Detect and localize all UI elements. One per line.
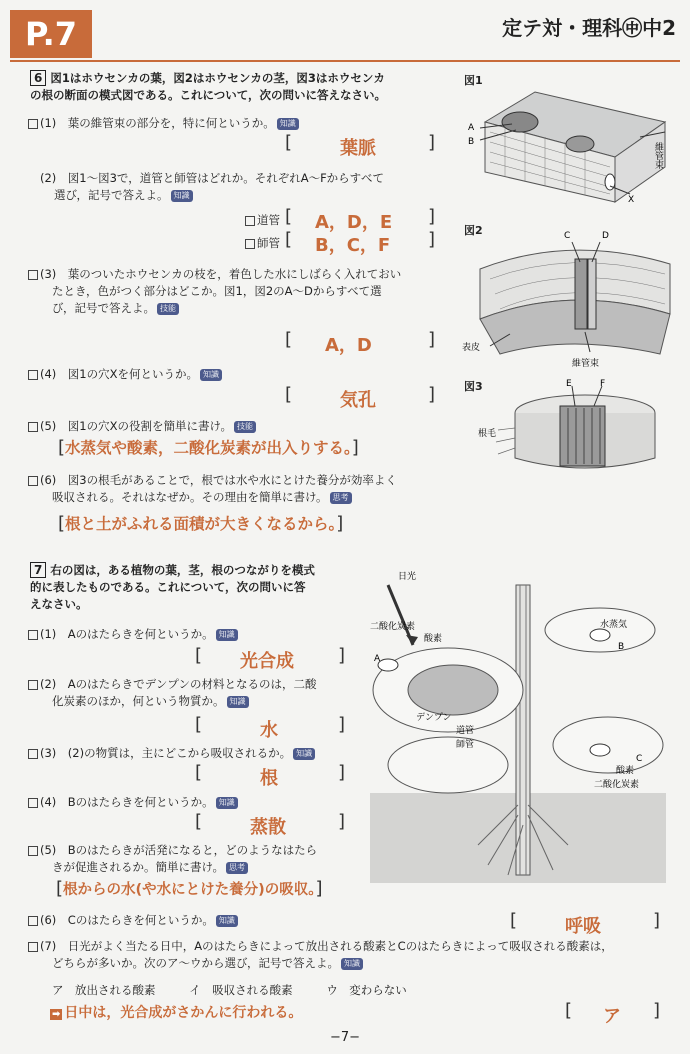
q6-2-row2 — [245, 235, 280, 252]
q6-6-answer: 根と土がふれる面積が大きくなるから。 — [65, 515, 337, 533]
q7-4 — [28, 794, 238, 811]
q7-7-text2: どちらが多いか。次のア～ウから選び，記号で答えよ。 — [52, 956, 340, 970]
choice-u: ウ 変わらない — [326, 983, 407, 997]
knowledge-tag: 知識 — [216, 915, 238, 927]
fig2-label-C: C — [564, 231, 571, 241]
choice-i: イ 吸収される酸素 — [189, 983, 293, 997]
q6-6-answer-box: [根と土がふれる面積が大きくなるから。] — [58, 513, 344, 534]
q6-1-text: 葉の維管束の部分を，特に何というか。 — [67, 116, 275, 130]
page-number: −7− — [329, 1030, 361, 1045]
arrow-right-icon: ➡ — [52, 1009, 61, 1020]
plant-label-water-vapor: 水蒸気 — [600, 620, 628, 630]
q7-2-text2: 化炭素のほか，何という物質か。 — [52, 694, 225, 708]
q6-4-text: 図1の穴Xを何というか。 — [67, 367, 198, 381]
q7-5-answer: 根からの水(や水にとけた養分)の吸収。 — [63, 882, 316, 898]
q7-7-hint — [50, 1002, 302, 1022]
checkbox[interactable] — [28, 942, 38, 952]
q7-5-text1: Bのはたらきが活発になると，どのようなはたら — [67, 843, 318, 857]
knowledge-tag: 知識 — [293, 748, 315, 760]
q6-2 — [40, 170, 384, 204]
skill-tag: 技能 — [234, 421, 256, 433]
plant-label-B: B — [618, 642, 625, 652]
page-badge: P.7 — [10, 10, 92, 58]
section7-intro — [30, 562, 360, 613]
fig1-label-vascular: 維管束 — [653, 142, 663, 169]
q6-2-answer2: B，C，F — [315, 235, 391, 256]
checkbox[interactable] — [28, 798, 38, 808]
checkbox[interactable] — [28, 846, 38, 856]
q7-7-choices — [52, 982, 652, 999]
checkbox[interactable] — [28, 370, 38, 380]
checkbox[interactable] — [28, 270, 38, 280]
checkbox[interactable] — [28, 680, 38, 690]
section6-number: 6 — [30, 70, 46, 86]
q7-3-label: (3) — [40, 746, 57, 760]
q6-4-label: (4) — [40, 367, 57, 381]
q6-2-row2-label: 師管 — [257, 236, 280, 250]
q7-3-text: (2)の物質は，主にどこから吸収されるか。 — [67, 746, 292, 760]
skill-tag: 技能 — [157, 303, 179, 315]
fig2-label-D: D — [602, 231, 609, 241]
checkbox[interactable] — [245, 216, 255, 226]
q7-2 — [28, 676, 316, 710]
q7-7-hint-text: 日中は，光合成がさかんに行われる。 — [64, 1005, 303, 1021]
q7-5-label: (5) — [40, 843, 57, 857]
plant-label-o2-c: 酸素 — [616, 766, 635, 776]
checkbox[interactable] — [28, 422, 38, 432]
q7-2-text1: Aのはたらきでデンプンの材料となるのは，二酸 — [67, 677, 317, 691]
q7-3 — [28, 745, 315, 762]
q6-5-answer-box: [水蒸気や酸素，二酸化炭素が出入りする。] — [58, 437, 359, 458]
q6-2-answer2-box: [ B，C，F ] — [285, 229, 435, 256]
q6-2-label: (2) — [40, 171, 57, 185]
knowledge-tag: 知識 — [227, 696, 249, 708]
q7-4-label: (4) — [40, 795, 57, 809]
q7-5-text2: きが促進されるか。簡単に書け。 — [52, 860, 225, 874]
q6-2-text1: 図1～図3で，道管と師管はどれか。それぞれA～Fからすべて — [67, 171, 384, 185]
q6-2-row1 — [245, 212, 280, 229]
q7-7 — [28, 938, 678, 972]
choice-a: ア 放出される酸素 — [52, 983, 156, 997]
q6-3-answer-box: [ A，D ] — [285, 329, 435, 356]
q7-4-answer: 蒸散 — [250, 817, 286, 838]
q6-5-label: (5) — [40, 419, 57, 433]
q6-4 — [28, 366, 222, 383]
knowledge-tag: 知識 — [171, 190, 193, 202]
plant-label-starch: デンプン — [416, 713, 452, 723]
q6-3 — [28, 266, 401, 317]
q7-7-text1: 日光がよく当たる日中，Aのはたらきによって放出される酸素とCのはたらきによって吸収される酸素は， — [67, 939, 613, 953]
fig2-title: 図2 — [464, 224, 483, 237]
knowledge-tag: 知識 — [341, 958, 363, 970]
section6-intro-line1: 図1はホウセンカの葉，図2はホウセンカの茎，図3はホウセンカ — [50, 71, 385, 85]
q7-2-answer-box: [ 水 ] — [195, 714, 345, 741]
q6-6-text2: 吸収される。それはなぜか。その理由を簡単に書け。 — [52, 490, 328, 504]
fig2-label-vascular: 維管束 — [572, 359, 600, 369]
q7-7-answer: ア — [603, 1006, 621, 1027]
q7-1-label: (1) — [40, 627, 57, 641]
knowledge-tag: 知識 — [200, 369, 222, 381]
plant-label-sunlight: 日光 — [398, 572, 417, 582]
fig3-label-F: F — [600, 379, 606, 389]
q6-1-answer: 葉脈 — [340, 138, 376, 159]
q6-3-text1: 葉のついたホウセンカの枝を，着色した水にしばらく入れておい — [67, 267, 402, 281]
section7-intro-line1: 右の図は，ある植物の葉，茎，根のつながりを模式 — [50, 563, 315, 577]
q6-6-label: (6) — [40, 473, 57, 487]
checkbox[interactable] — [28, 630, 38, 640]
fig2-stem-diagram — [460, 224, 680, 374]
q6-2-answer1: A，D，E — [315, 212, 393, 233]
fig1-title: 図1 — [464, 74, 483, 87]
q7-5 — [28, 842, 317, 876]
q6-1 — [28, 115, 299, 132]
section7-intro-line3: えなさい。 — [30, 597, 88, 611]
checkbox[interactable] — [28, 916, 38, 926]
knowledge-tag: 知識 — [277, 118, 299, 130]
section7-intro-line2: 的に表したものである。これについて，次の問いに答 — [30, 580, 306, 594]
thinking-tag: 思考 — [226, 862, 248, 874]
q6-3-text2: たとき，色がつく部分はどこか。図1，図2のA～Dからすべて選 — [52, 284, 382, 298]
q7-5-answer-box: [根からの水(や水にとけた養分)の吸収。] — [56, 878, 323, 899]
checkbox[interactable] — [28, 749, 38, 759]
plant-label-co2: 二酸化炭素 — [370, 622, 416, 632]
plant-label-xylem: 道管 — [456, 726, 475, 736]
checkbox[interactable] — [28, 119, 38, 129]
q6-5-answer: 水蒸気や酸素，二酸化炭素が出入りする。 — [65, 439, 352, 457]
q6-2-answer1-box: [ A，D，E ] — [285, 206, 435, 233]
knowledge-tag: 知識 — [216, 797, 238, 809]
q7-6-answer-box: [ 呼吸 ] — [510, 910, 660, 937]
q6-3-answer: A，D — [325, 335, 372, 356]
q7-1 — [28, 626, 238, 643]
fig3-label-E: E — [566, 379, 572, 389]
thinking-tag: 思考 — [330, 492, 352, 504]
section7-number: 7 — [30, 562, 46, 578]
q6-5 — [28, 418, 256, 435]
q7-6 — [28, 912, 238, 929]
q7-6-label: (6) — [40, 913, 57, 927]
q7-1-answer-box: [ 光合成 ] — [195, 645, 345, 672]
knowledge-tag: 知識 — [216, 629, 238, 641]
q6-3-text3: び，記号で答えよ。 — [52, 301, 156, 315]
header-title: 定テ対・理科㊥中2 — [502, 16, 676, 40]
q7-4-text: Bのはたらきを何というか。 — [67, 795, 214, 809]
q7-4-answer-box: [ 蒸散 ] — [195, 811, 345, 838]
q7-6-answer: 呼吸 — [565, 916, 601, 937]
checkbox[interactable] — [245, 239, 255, 249]
q7-3-answer: 根 — [260, 768, 278, 789]
q7-6-text: Cのはたらきを何というか。 — [67, 913, 214, 927]
plant-label-phloem: 師管 — [456, 740, 475, 750]
q7-7-label: (7) — [40, 939, 57, 953]
fig2-label-epidermis: 表皮 — [462, 343, 481, 353]
q6-4-answer-box: [ 気孔 ] — [285, 384, 435, 411]
q7-3-answer-box: [ 根 ] — [195, 762, 345, 789]
q6-1-answer-box: [ 葉脈 ] — [285, 132, 435, 159]
header-rule — [10, 60, 680, 62]
q6-2-text2: 選び，記号で答えよ。 — [54, 188, 169, 202]
q6-4-answer: 気孔 — [340, 390, 376, 411]
checkbox[interactable] — [28, 476, 38, 486]
fig3-title: 図3 — [464, 380, 483, 393]
plant-label-co2-c: 二酸化炭素 — [594, 780, 640, 790]
q7-1-answer: 光合成 — [240, 651, 294, 672]
q7-7-answer-box: [ ア ] — [565, 1000, 660, 1027]
q6-5-text: 図1の穴Xの役割を簡単に書け。 — [67, 419, 233, 433]
q6-6-text1: 図3の根毛があることで，根では水や水にとけた養分が効率よく — [67, 473, 397, 487]
section6-intro — [30, 70, 450, 104]
fig3-root-diagram — [460, 378, 680, 478]
fig1-leaf-diagram — [460, 82, 680, 212]
q7-2-answer: 水 — [260, 720, 278, 741]
q6-2-row1-label: 道管 — [257, 213, 280, 227]
section6-intro-line2: の根の断面の模式図である。これについて，次の問いに答えなさい。 — [30, 88, 387, 102]
plant-diagram — [368, 565, 670, 885]
q7-2-label: (2) — [40, 677, 57, 691]
q7-1-text: Aのはたらきを何というか。 — [67, 627, 214, 641]
plant-label-A: A — [374, 654, 381, 664]
q6-6 — [28, 472, 397, 506]
q6-3-label: (3) — [40, 267, 57, 281]
plant-label-C: C — [636, 754, 643, 764]
fig1-label-A: A — [468, 123, 475, 133]
plant-label-o2: 酸素 — [424, 634, 443, 644]
fig1-label-X: X — [628, 195, 635, 205]
q6-1-label: (1) — [40, 116, 57, 130]
fig1-label-B: B — [468, 137, 475, 147]
fig3-label-root-hair: 根毛 — [478, 429, 497, 439]
